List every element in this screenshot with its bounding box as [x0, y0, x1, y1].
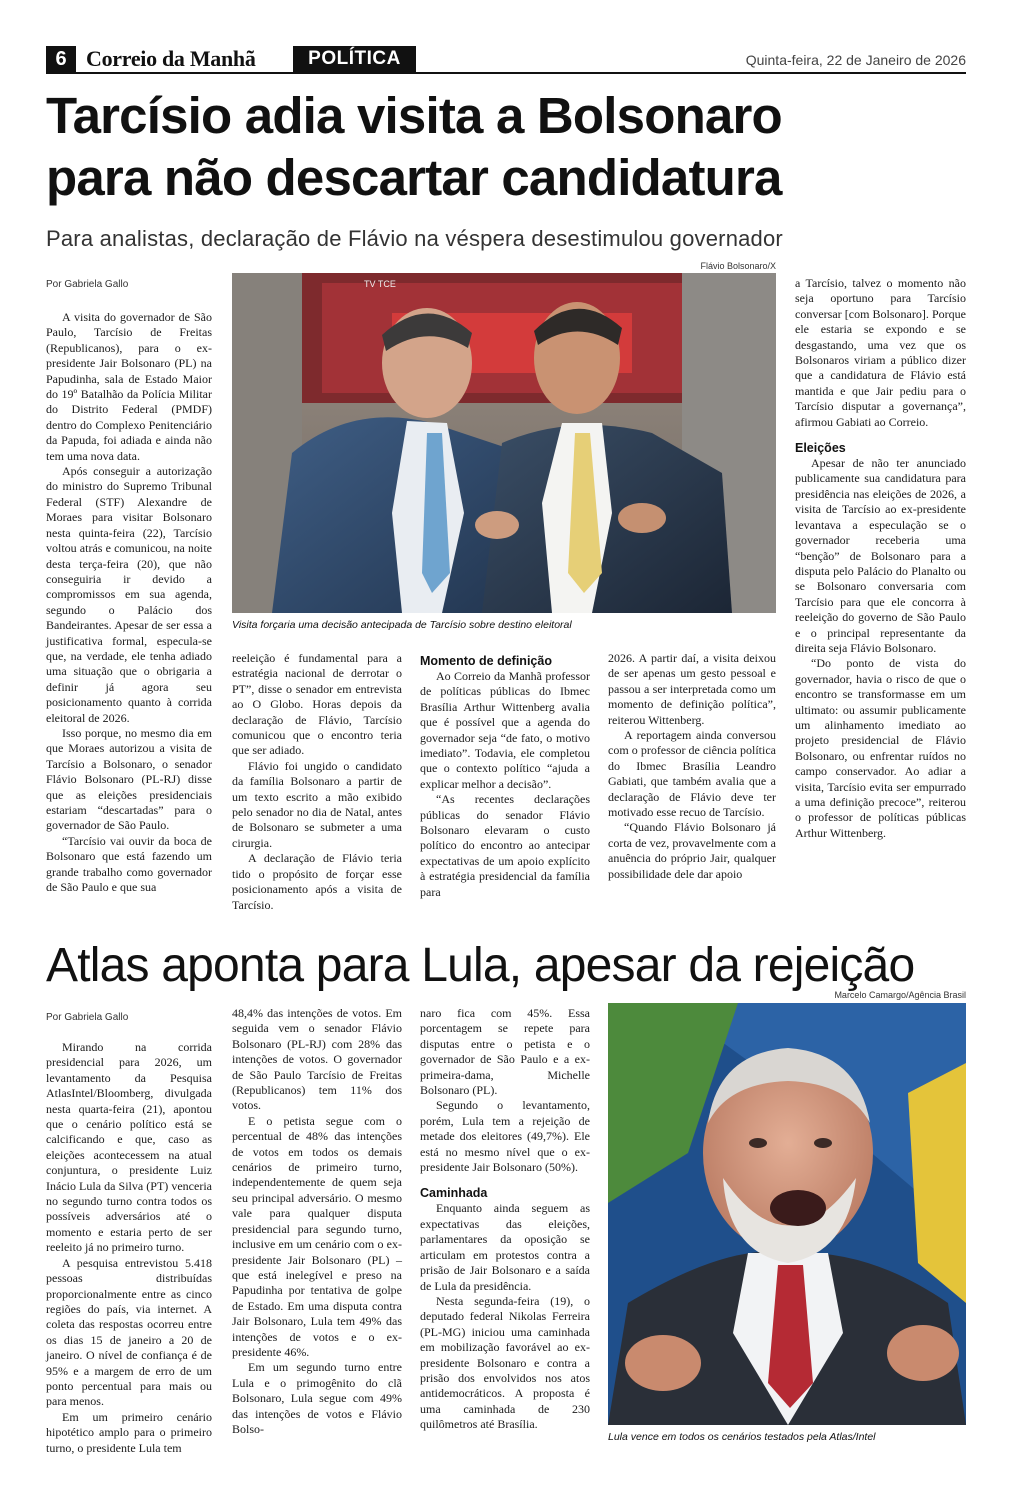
masthead: Correio da Manhã	[86, 46, 256, 71]
subheadline: Para analistas, declaração de Flávio na véspera desestimulou governador	[46, 226, 783, 251]
photo-illustration	[232, 273, 776, 613]
photo-illustration	[608, 1003, 966, 1425]
headline-article-2: Atlas aponta para Lula, apesar da rejeição	[46, 939, 915, 992]
dateline: Quinta-feira, 22 de Janeiro de 2026	[745, 52, 966, 68]
paragraph: Enquanto ainda seguem as expectativas das eleições, parlamentares da oposição se articulam em protestos contra a prisão de Jair Bolsonaro e a saída de Lula da presidência.	[420, 1201, 590, 1293]
paragraph: Mirando na corrida presidencial para 2026, um levantamento da Pesquisa AtlasIntel/Bloomberg, divulgada nesta quarta-feira (21), apontou que o cenário político está se calcificando e que, caso as eleições acontecessem na atual conjuntura, o presidente Luiz Inácio Lula da Silva (PT) venceria no segundo turno contra todos os possíveis adversários até o momento e estaria perto de ser reeleito já no primeiro turno.	[46, 1040, 212, 1255]
subsection-heading: Caminhada	[420, 1186, 488, 1201]
header-rule	[46, 72, 966, 74]
article1-column-3	[420, 651, 590, 900]
paragraph: Ao Correio da Manhã professor de políticas públicas do Ibmec Brasília Arthur Wittenberg avalia que é possível que a agenda do governador seja “de fato, o motivo imediato”. Todavia, ele completou que o contexto político “ajuda a explicar melhor a decisão”.	[420, 669, 590, 791]
photo-lula	[608, 1003, 966, 1425]
page-number: 6	[46, 46, 76, 72]
paragraph: Flávio foi ungido o candidato da família Bolsonaro a partir de um texto escrito a mão exibido pelo senador no dia de Natal, antes de Bolsonaro se submeter a uma cirurgia.	[232, 758, 402, 850]
paragraph: 2026. A partir daí, a visita deixou de ser apenas um gesto pessoal e passou a ser interpretada como um momento de definição política”, reiterou Wittenberg.	[608, 651, 776, 727]
paragraph: a Tarcísio, talvez o momento não seja oportuno para Tarcísio conversar [com Bolsonaro]. Porque ele estaria se expondo e se desgastando, uma vez que os Bolsonaros viriam a público dizer que a candidatura de Flávio está mantida e que Jair pediu para o Tarcísio disputar a governança”, afirmou Gabiati ao Correio.	[795, 276, 966, 429]
paragraph: “Do ponto de vista do governador, havia o risco de que o encontro se transformasse em um ultimato: ou assumir publicamente um alinhamento imediato ao projeto presidencial de Flávio Bolsonaro, ou enfrentar ruídos no campo conservador. Ao adiar a visita, Tarcísio evita ser empurrado a uma definição precoce”, reiterou o professor de políticas públicas Arthur Wittenberg.	[795, 656, 966, 840]
paragraph: Nesta segunda-feira (19), o deputado federal Nikolas Ferreira (PL-MG) iniciou uma caminhada em mobilização favorável ao ex-presidente Bolsonaro e contra a prisão dos envolvidos nos atos antidemocráticos. A proposta é uma caminhada de 230 quilômetros até Brasília.	[420, 1293, 590, 1432]
paragraph: A declaração de Flávio teria tido o propósito de forçar esse posicionamento após a visita de Tarcísio.	[232, 851, 402, 912]
paragraph: Em um segundo turno entre Lula e o primogênito do clã Bolsonaro, Lula segue com 49% das intenções de votos e Flávio Bolso-	[232, 1360, 402, 1436]
photo-caption: Visita forçaria uma decisão antecipada de Tarcísio sobre destino eleitoral	[232, 619, 572, 631]
section-tag: POLÍTICA	[293, 46, 416, 72]
byline: Por Gabriela Gallo	[46, 1012, 129, 1023]
subsection-heading: Eleições	[795, 441, 846, 456]
paragraph: A visita do governador de São Paulo, Tarcísio de Freitas (Republicanos), para o ex-presidente Jair Bolsonaro (PL) na Papudinha, sala de Estado Maior do 19º Batalhão da Polícia Militar do Distrito Federal (PMDF) dentro do Complexo Penitenciário da Papuda, foi adiada e ainda não tem uma nova data.	[46, 310, 212, 463]
headline-line-2: para não descartar candidatura	[46, 149, 782, 206]
article2-column-2	[232, 1006, 402, 1437]
paragraph: naro fica com 45%. Essa porcentagem se repete para disputas entre o petista e o governador de São Paulo e a ex-primeira-dama, Michelle Bolsonaro (PL).	[420, 1006, 590, 1098]
article1-column-2	[232, 651, 402, 913]
paragraph: “As recentes declarações públicas do senador Flávio Bolsonaro elevaram o custo político do encontro ao antecipar expectativas de um apoio explícito à estratégia presidencial da família para	[420, 792, 590, 899]
byline: Por Gabriela Gallo	[46, 279, 129, 290]
paragraph: A pesquisa entrevistou 5.418 pessoas distribuídas proporcionalmente entre as cinco regiões do país, via internet. A coleta das respostas ocorreu entre os dias 15 de janeiro a 20 de janeiro. O nível de confiança é de 95% e a margem de erro de um ponto percentual para mais ou para menos.	[46, 1255, 212, 1409]
paragraph: “Tarcísio vai ouvir da boca de Bolsonaro que está fazendo um grande trabalho como governador de São Paulo e que sua	[46, 833, 212, 895]
article1-column-5	[795, 276, 966, 841]
article1-column-1	[46, 310, 212, 895]
article1-column-4	[608, 651, 776, 882]
paragraph: Segundo o levantamento, porém, Lula tem a rejeição de metade dos eleitores (49,7%). Ele está no mesmo nível que o ex-presidente Jair Bolsonaro (50%).	[420, 1098, 590, 1175]
photo-caption: Lula vence em todos os cenários testados pela Atlas/Intel	[608, 1431, 876, 1443]
paragraph: “Quando Flávio Bolsonaro já corta de vez, provavelmente com a anuência do próprio Jair, qualquer possibilidade dele dar apoio	[608, 820, 776, 881]
article2-column-3	[420, 1006, 590, 1433]
paragraph: 48,4% das intenções de votos. Em seguida vem o senador Flávio Bolsonaro (PL-RJ) com 28% das intenções de votos. O governador de São Paulo Tarcísio de Freitas (Republicanos) tem 11% dos votos.	[232, 1006, 402, 1113]
paragraph: Após conseguir a autorização do ministro do Supremo Tribunal Federal (STF) Alexandre de Moraes para visitar Bolsonaro nesta quinta-feira (22), Tarcísio voltou atrás e comunicou, na noite desta terça-feira (20), que não conseguiria ir devido a compromissos em sua agenda, segundo o Palácio dos Bandeirantes. Apesar de ser essa a justificativa formal, especula-se que, na verdade, ele tenha adiado uma situação que o obrigaria a definir já agora seu posicionamento quanto à corrida eleitoral de 2026.	[46, 464, 212, 725]
paragraph: A reportagem ainda conversou com o professor de ciência política do Ibmec Brasília Leandro Gabiati, que também avalia que a declaração de Flávio deve ter motivado esse recuo de Tarcísio.	[608, 728, 776, 820]
paragraph: E o petista segue com o percentual de 48% das intenções de votos em todos os demais cenários de primeiro turno, independentemente de quem seja seu principal adversário. O mesmo vale para qualquer disputa presidencial para segundo turno, inclusive em um cenário com o ex-presidente Jair Bolsonaro (PL) – que está inelegível e preso na Papudinha por tentativa de golpe de Estado. Em uma disputa contra Jair Bolsonaro, Lula tem 49% das intenções de votos e o ex-presidente 46%.	[232, 1113, 402, 1359]
photo-credit: Marcelo Camargo/Agência Brasil	[834, 990, 966, 1000]
backdrop-text: TV TCE	[364, 279, 396, 289]
article2-column-1	[46, 1040, 212, 1456]
photo-credit: Flávio Bolsonaro/X	[700, 261, 776, 271]
headline-line-1: Tarcísio adia visita a Bolsonaro	[46, 87, 782, 144]
paragraph: Isso porque, no mesmo dia em que Moraes autorizou a visita de Tarcísio a Bolsonaro, o senador Flávio Bolsonaro (PL-RJ) disse que as eleições presidenciais estariam “descartadas” para o governador de São Paulo.	[46, 725, 212, 833]
subsection-heading: Momento de definição	[420, 654, 552, 668]
photo-tarcisio-flavio	[232, 273, 776, 613]
paragraph: Apesar de não ter anunciado publicamente sua candidatura para presidência nas eleições de 2026, a visita de Tarcísio ao ex-presidente levantava a especulação se o governador receberia uma “benção” de Bolsonaro para a disputa pelo Palácio do Planalto ou se Bolsonaro conversaria com Tarcísio para que ele concorra à reeleição do governo de São Paulo e o principal representante da direita seja Flávio Bolsonaro.	[795, 456, 966, 655]
paragraph: reeleição é fundamental para a estratégia nacional de derrotar o PT”, disse o senador em entrevista ao O Globo. Horas depois da declaração de Flávio, Tarcísio comunicou que o encontro teria que ser adiado.	[232, 651, 402, 758]
paragraph: Em um primeiro cenário hipotético amplo para o primeiro turno, o presidente Lula tem	[46, 1409, 212, 1455]
